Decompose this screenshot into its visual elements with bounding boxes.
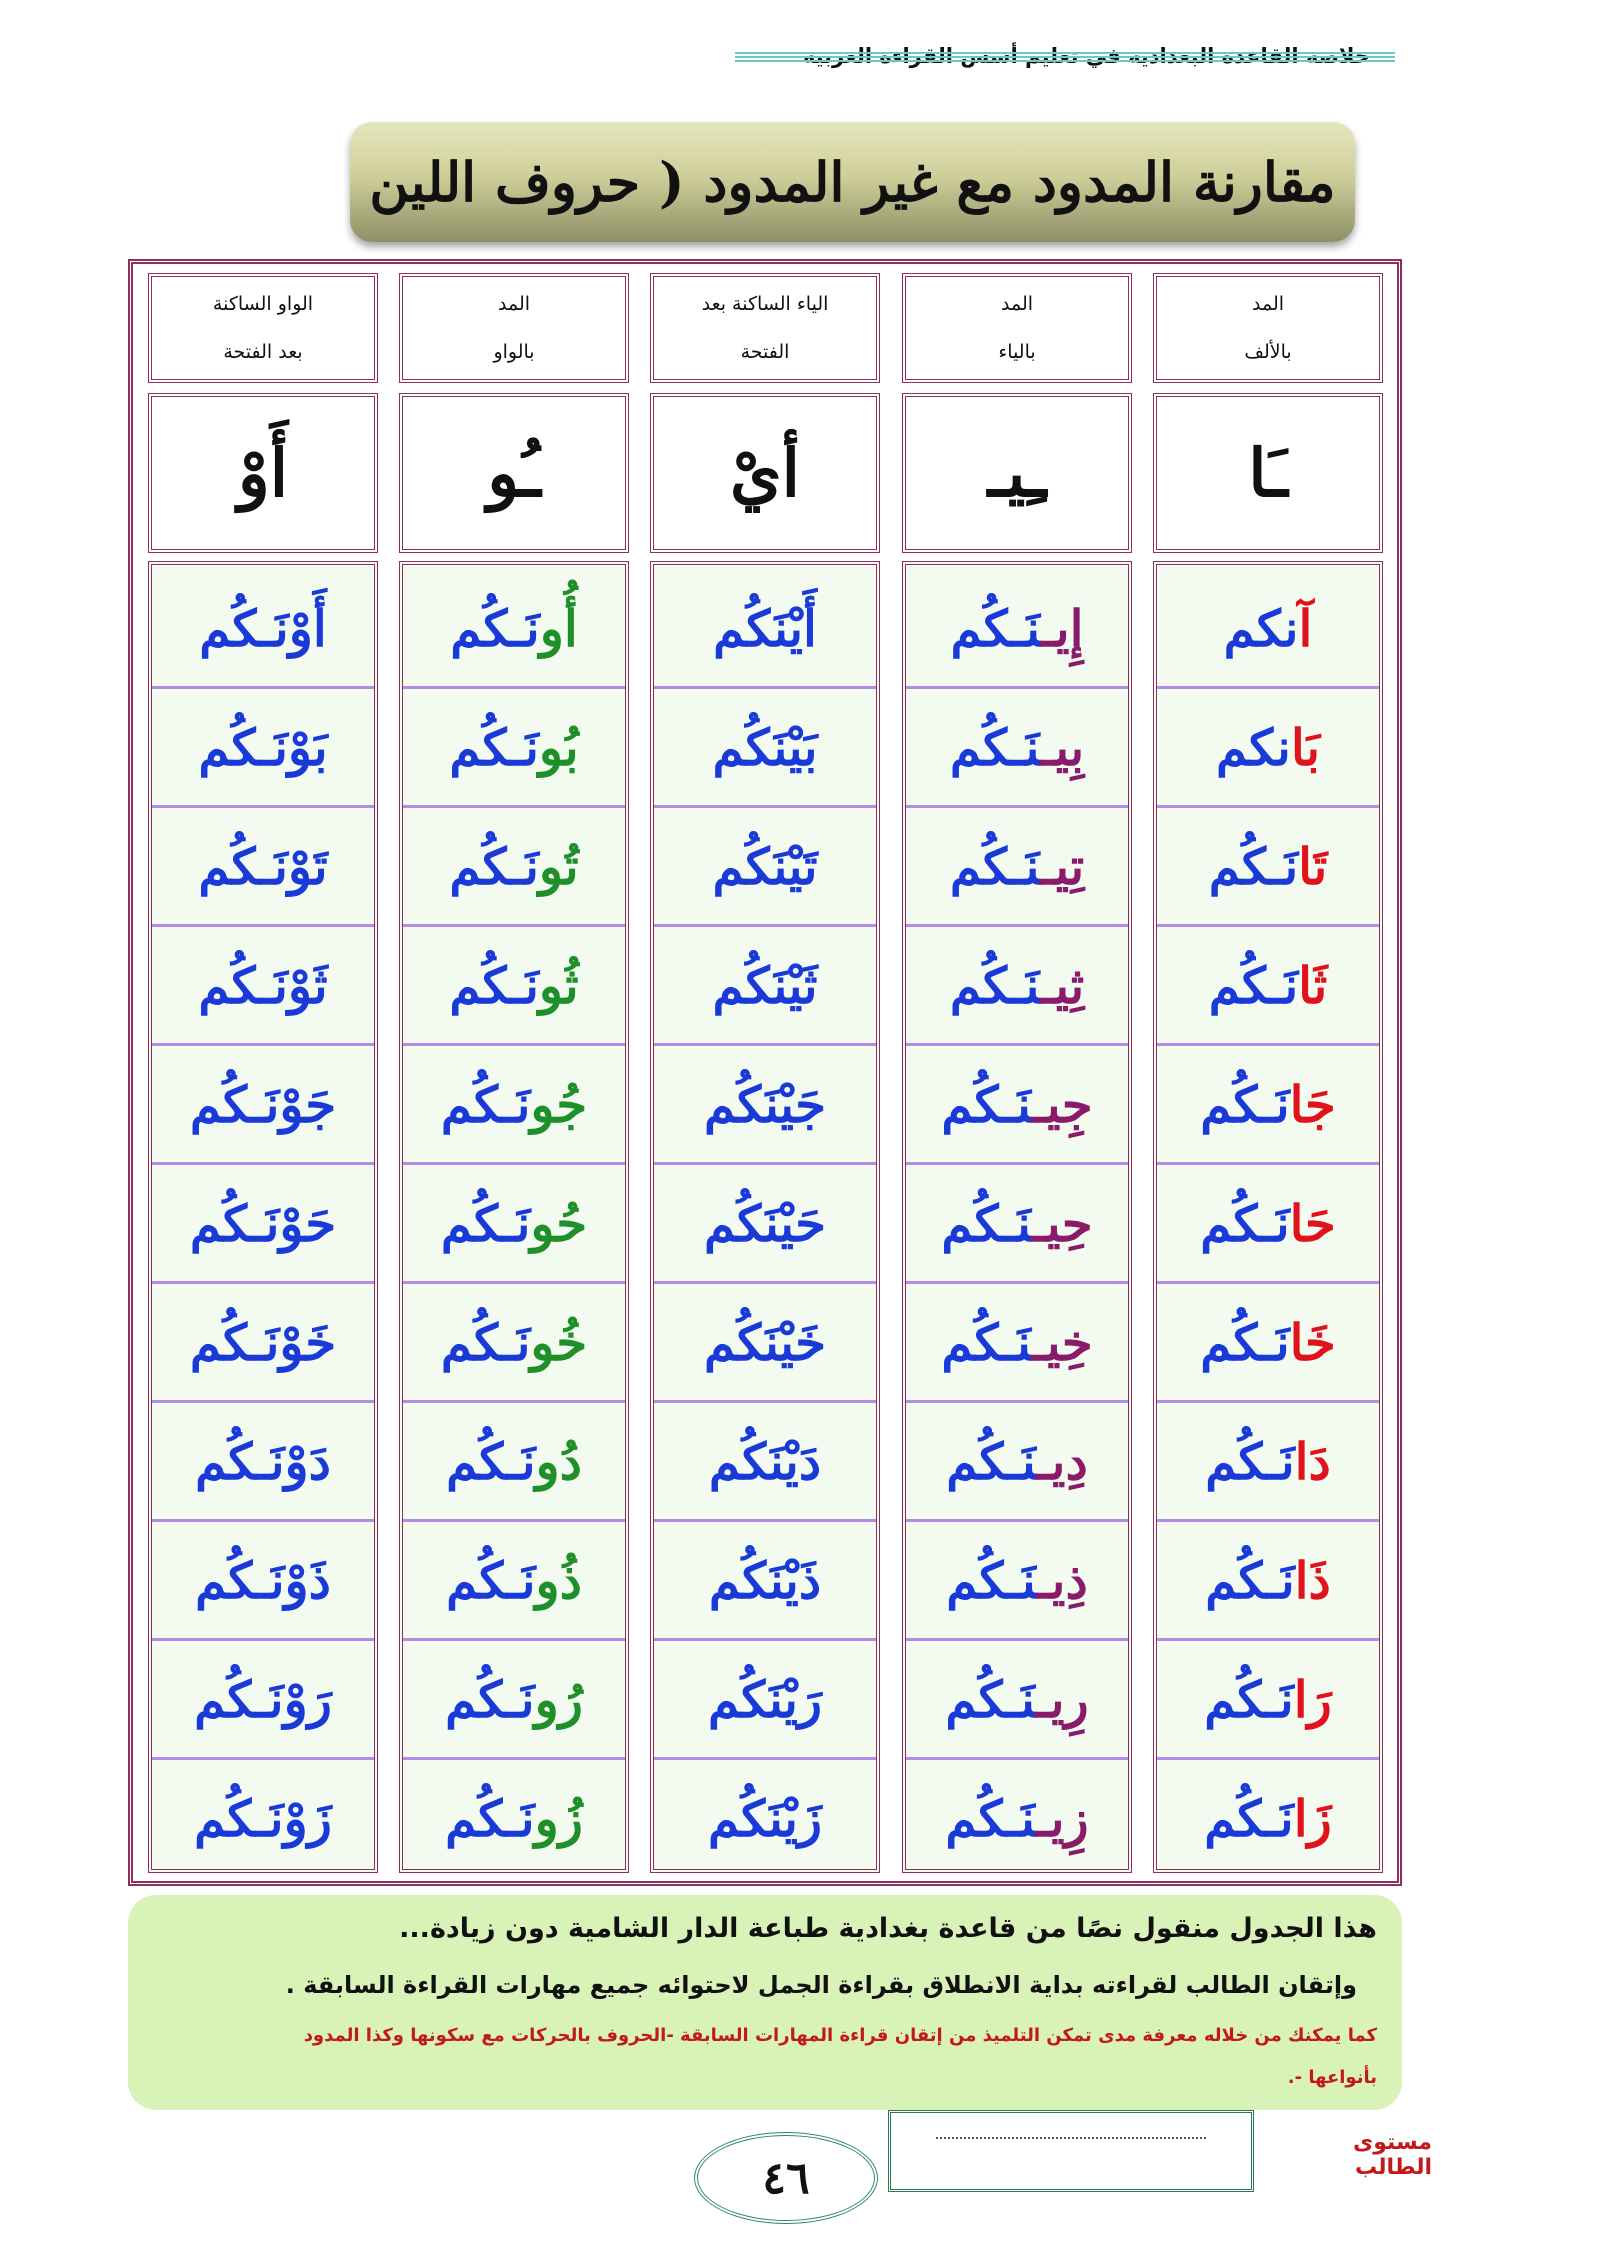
word <box>1224 599 1313 658</box>
table-cell <box>403 569 625 688</box>
column-header <box>1153 273 1383 383</box>
column-header-text: المد <box>1000 293 1034 315</box>
table-cell <box>1157 1402 1379 1521</box>
word-head: حِيـ <box>1031 1194 1093 1253</box>
column-header <box>148 273 378 383</box>
word-tail: بَوْنَـكُم <box>198 718 328 777</box>
word-head: حَا <box>1289 1194 1336 1253</box>
table-cell <box>906 1402 1128 1521</box>
word-tail: بَيْنَكُم <box>712 718 818 777</box>
word-head: رِيـ <box>1035 1670 1089 1729</box>
table-cell <box>1157 569 1379 688</box>
word-tail: زَيْنَكُم <box>707 1789 823 1848</box>
table-cell <box>906 1521 1128 1640</box>
header-rule <box>735 52 1395 61</box>
word-head: دُو <box>535 1432 582 1491</box>
student-level-field[interactable] <box>888 2110 1254 2192</box>
word-tail: رَوْنَـكُم <box>194 1670 332 1729</box>
word-tail: نَـكُم <box>945 1670 1036 1729</box>
word-head: دَا <box>1294 1432 1331 1491</box>
word <box>704 1075 826 1134</box>
word-head: دِيـ <box>1036 1432 1088 1491</box>
column-header-text: الياء الساكنة بعد <box>701 293 829 315</box>
word-head: زَا <box>1293 1789 1332 1848</box>
word-tail: نَـكُم <box>1208 837 1299 896</box>
word <box>1216 718 1320 777</box>
word <box>1205 1551 1331 1610</box>
table-cell <box>403 1045 625 1164</box>
word-tail: ذَيْنَكُم <box>708 1551 822 1610</box>
note-line-3: كما يمكنك من خلاله معرفة مدى تمكن التلميذ من إتقان قراءة المهارات السابقة -الحروف بالحركات مع سكونها وكذا المدود <box>303 2025 1377 2046</box>
word <box>450 599 578 658</box>
table-cell <box>152 1640 374 1759</box>
table-cell <box>152 688 374 807</box>
word-tail: تَيْنَكُم <box>712 837 818 896</box>
word-tail: خَيْنَكُم <box>704 1313 826 1372</box>
word <box>449 718 578 777</box>
word-tail: ثَيْنَكُم <box>712 956 818 1015</box>
word-tail: نكم <box>1223 599 1299 658</box>
word <box>446 1432 582 1491</box>
word <box>941 1194 1092 1253</box>
word-tail: نَـكُم <box>1205 1432 1295 1491</box>
table-cell <box>1157 1759 1379 1878</box>
table-cell <box>654 569 876 688</box>
word-head: زِيـ <box>1035 1789 1089 1848</box>
word-tail: نَـكُم <box>941 1313 1032 1372</box>
table-cell <box>403 1402 625 1521</box>
table-cell <box>152 807 374 926</box>
word-tail: نَـكُم <box>1204 1789 1294 1848</box>
word-head: أُو <box>539 599 578 658</box>
word <box>708 1670 822 1729</box>
word-tail: نَـكُم <box>440 1075 531 1134</box>
word <box>199 599 327 658</box>
word <box>713 956 818 1015</box>
word <box>1205 1432 1331 1491</box>
column-header <box>399 273 629 383</box>
word <box>198 956 327 1015</box>
word-tail: نَـكُم <box>1200 1194 1290 1253</box>
word-tail: نَـكُم <box>449 837 539 896</box>
word-head: حُو <box>530 1194 588 1253</box>
table-cell <box>1157 1283 1379 1402</box>
word-head: ثَا <box>1298 956 1328 1015</box>
word-tail: نَـكُم <box>1208 956 1299 1015</box>
table-cell <box>654 1640 876 1759</box>
word-tail: نَـكُم <box>445 1789 535 1848</box>
word <box>950 718 1084 777</box>
table-column-5 <box>140 265 386 1881</box>
word-tail: نَـكُم <box>449 718 539 777</box>
word <box>1200 1075 1336 1134</box>
word-tail: نَـكُم <box>1200 1075 1290 1134</box>
word-head: ثِيـ <box>1040 956 1085 1015</box>
word-tail: جَوْنَـكُم <box>189 1075 337 1134</box>
word <box>713 718 818 777</box>
word <box>713 837 818 896</box>
table-cell <box>1157 926 1379 1045</box>
word-head: بُو <box>538 718 579 777</box>
word-head: إِيـ <box>1041 599 1084 658</box>
word <box>704 1194 826 1253</box>
word <box>198 837 327 896</box>
column-header-text: المد <box>1251 293 1285 315</box>
column-symbol-cell <box>399 393 629 553</box>
word-head: تُو <box>538 837 579 896</box>
column-header-text: بالياء <box>998 341 1036 363</box>
word-tail: أَيْنَكُم <box>713 599 817 658</box>
word-head: خَا <box>1289 1313 1336 1372</box>
word-tail: نَـكُم <box>945 1789 1036 1848</box>
word <box>449 837 578 896</box>
word-tail: ذَوْنَـكُم <box>195 1551 331 1610</box>
word-tail: نَـكُم <box>446 1432 536 1491</box>
column-symbol: ـِيـ <box>987 434 1047 512</box>
word-head: ثُو <box>538 956 579 1015</box>
word-tail: تَوْنَـكُم <box>198 837 328 896</box>
table-cell <box>906 1045 1128 1164</box>
word-tail: نَـكُم <box>449 956 539 1015</box>
word <box>449 956 578 1015</box>
word <box>709 1432 821 1491</box>
word <box>950 956 1084 1015</box>
table-cell <box>403 1759 625 1878</box>
word <box>445 1670 583 1729</box>
column-symbol-cell <box>902 393 1132 553</box>
table-cell <box>152 1521 374 1640</box>
column-symbol-cell <box>1153 393 1383 553</box>
word-tail: حَوْنَـكُم <box>189 1194 337 1253</box>
column-header-text: الواو الساكنة <box>212 293 314 315</box>
word-head: ذَا <box>1294 1551 1331 1610</box>
word-head: ذُو <box>535 1551 582 1610</box>
table-column-2 <box>894 265 1140 1881</box>
column-header-text: بعد الفتحة <box>223 341 303 363</box>
word <box>941 1313 1092 1372</box>
lesson-title: مقارنة المدود مع غير المدود ( حروف اللين <box>369 150 1336 214</box>
word <box>190 1194 336 1253</box>
word-head: جِيـ <box>1031 1075 1093 1134</box>
word <box>194 1670 332 1729</box>
page-number-badge <box>694 2132 878 2224</box>
note-line-1: هذا الجدول منقول نصًا من قاعدة بغدادية طباعة الدار الشامية دون زيادة... <box>399 1913 1377 1944</box>
note-line-4: بأنواعها -. <box>1287 2067 1377 2088</box>
table-cell <box>403 1283 625 1402</box>
column-symbol-cell <box>650 393 880 553</box>
table-cell <box>403 807 625 926</box>
student-level-label: مستوى الطالب <box>1353 2130 1432 2180</box>
word-head: بَا <box>1290 718 1320 777</box>
page-number: ٤٦ <box>762 2152 810 2204</box>
table-cell <box>152 926 374 1045</box>
table-cell <box>1157 1164 1379 1283</box>
word <box>946 1432 1087 1491</box>
word <box>708 1789 822 1848</box>
word-tail: نَـكُم <box>450 599 540 658</box>
table-column-3 <box>642 265 888 1881</box>
word <box>190 1313 336 1372</box>
note-line-2: وإتقان الطالب لقراءته بداية الانطلاق بقراءة الجمل لاحتوائه جميع مهارات القراءة السابقة . <box>285 1971 1357 1999</box>
column-header-text: الفتحة <box>740 341 790 363</box>
column-header-text: بالألف <box>1244 341 1292 363</box>
word <box>950 837 1084 896</box>
word <box>950 599 1083 658</box>
word <box>190 1075 336 1134</box>
word-tail: نَـكُم <box>946 1551 1037 1610</box>
table-cell <box>403 1521 625 1640</box>
table-cell <box>654 1164 876 1283</box>
table-cell <box>906 1640 1128 1759</box>
table-cell <box>1157 688 1379 807</box>
table-cell <box>906 1164 1128 1283</box>
word <box>1209 956 1328 1015</box>
word-tail: نَـكُم <box>949 837 1041 896</box>
word-tail: نَـكُم <box>440 1194 531 1253</box>
word-tail: نَـكُم <box>446 1551 536 1610</box>
word <box>1200 1313 1336 1372</box>
word-tail: نَـكُم <box>1205 1551 1295 1610</box>
table-cell <box>654 1759 876 1878</box>
word <box>941 1075 1092 1134</box>
word <box>198 718 327 777</box>
word <box>194 1789 332 1848</box>
word-tail: دَوْنَـكُم <box>195 1432 331 1491</box>
word <box>1200 1194 1336 1253</box>
note-box <box>128 1895 1402 2110</box>
table-cell <box>152 1283 374 1402</box>
word-tail: نَـكُم <box>950 599 1042 658</box>
word-head: رُو <box>534 1670 583 1729</box>
table-cell <box>654 1283 876 1402</box>
table-cell <box>654 688 876 807</box>
word-tail: رَيْنَكُم <box>707 1670 823 1729</box>
table-cell <box>152 1164 374 1283</box>
word-head: خِيـ <box>1031 1313 1093 1372</box>
table-cell <box>654 1521 876 1640</box>
column-body <box>148 561 378 1873</box>
word-tail: نَـكُم <box>949 718 1041 777</box>
table-cell <box>906 807 1128 926</box>
word-tail: خَوْنَـكُم <box>189 1313 337 1372</box>
table-cell <box>654 926 876 1045</box>
word <box>441 1194 587 1253</box>
column-body <box>1153 561 1383 1873</box>
word-head: جَا <box>1289 1075 1336 1134</box>
word-head: خُو <box>530 1313 588 1372</box>
word <box>945 1670 1088 1729</box>
word <box>195 1432 331 1491</box>
word <box>704 1313 826 1372</box>
table-cell <box>152 569 374 688</box>
word-tail: نَـكُم <box>949 956 1041 1015</box>
word-tail: جَيْنَكُم <box>704 1075 826 1134</box>
column-symbol: ـَا <box>1248 434 1288 512</box>
word <box>945 1789 1088 1848</box>
table-cell <box>906 1759 1128 1878</box>
word <box>713 599 817 658</box>
table-cell <box>906 926 1128 1045</box>
word-tail: دَيْنَكُم <box>708 1432 822 1491</box>
column-symbol: أيْ <box>730 434 800 512</box>
word <box>946 1551 1087 1610</box>
column-header <box>650 273 880 383</box>
table-cell <box>403 1640 625 1759</box>
word-tail: نَـكُم <box>445 1670 535 1729</box>
table-column-1 <box>1145 265 1391 1881</box>
column-header-text: المد <box>497 293 531 315</box>
table-cell <box>152 1402 374 1521</box>
word <box>441 1313 587 1372</box>
word-tail: نَـكُم <box>941 1075 1032 1134</box>
column-body <box>902 561 1132 1873</box>
word <box>1204 1670 1332 1729</box>
table-cell <box>1157 807 1379 926</box>
word-tail: نَـكُم <box>946 1432 1037 1491</box>
word-tail: نَـكُم <box>440 1313 531 1372</box>
table-cell <box>403 1164 625 1283</box>
word <box>1209 837 1328 896</box>
word-tail: نَـكُم <box>1200 1313 1290 1372</box>
word-tail: نكم <box>1216 718 1291 777</box>
table-cell <box>1157 1640 1379 1759</box>
word-tail: ثَوْنَـكُم <box>198 956 328 1015</box>
word-tail: نَـكُم <box>1204 1670 1294 1729</box>
column-header <box>902 273 1132 383</box>
table-cell <box>403 688 625 807</box>
word <box>441 1075 587 1134</box>
word <box>1204 1789 1332 1848</box>
table-cell <box>906 688 1128 807</box>
word-head: جُو <box>530 1075 588 1134</box>
word-head: تِيـ <box>1040 837 1085 896</box>
table-cell <box>654 807 876 926</box>
table-cell <box>654 1045 876 1164</box>
word-tail: زَوْنَـكُم <box>194 1789 332 1848</box>
table-cell <box>403 926 625 1045</box>
word <box>195 1551 331 1610</box>
table-column-4 <box>391 265 637 1881</box>
word <box>709 1551 821 1610</box>
column-symbol: أَوْ <box>237 434 289 512</box>
word-head: ذِيـ <box>1036 1551 1088 1610</box>
table-cell <box>1157 1045 1379 1164</box>
table-cell <box>906 569 1128 688</box>
word-head: تَا <box>1298 837 1328 896</box>
lesson-title-banner <box>350 122 1355 242</box>
word-tail: نَـكُم <box>941 1194 1032 1253</box>
word-tail: أَوْنَـكُم <box>199 599 327 658</box>
word <box>446 1551 582 1610</box>
table-cell <box>1157 1521 1379 1640</box>
word <box>445 1789 583 1848</box>
column-symbol-cell <box>148 393 378 553</box>
column-header-text: بالواو <box>493 341 535 363</box>
table-cell <box>152 1759 374 1878</box>
word-tail: حَيْنَكُم <box>704 1194 826 1253</box>
table-cell <box>654 1402 876 1521</box>
table-cell <box>906 1283 1128 1402</box>
word-head: رَا <box>1293 1670 1332 1729</box>
column-body <box>399 561 629 1873</box>
column-body <box>650 561 880 1873</box>
word-head: آ <box>1298 599 1313 658</box>
column-symbol: ـُو <box>487 434 541 512</box>
table-cell <box>152 1045 374 1164</box>
word-head: بِيـ <box>1040 718 1085 777</box>
word-head: زُو <box>534 1789 583 1848</box>
